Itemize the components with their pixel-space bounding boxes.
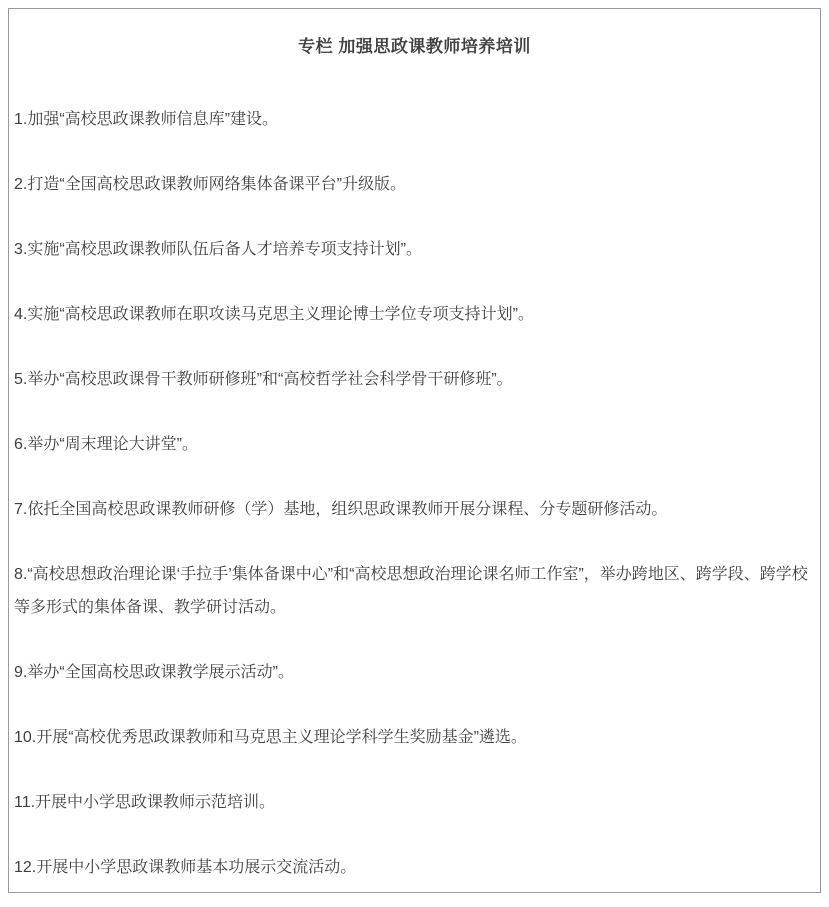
column-item-8: 8.“高校思想政治理论课‘手拉手’集体备课中心”和“高校思想政治理论课名师工作室”，举办跨地区、跨学段、跨学校等多形式的集体备课、教学研讨活动。 [14,566,808,616]
column-item-2: 2.打造“全国高校思政课教师网络集体备课平台”升级版。 [14,176,407,193]
column-item-10: 10.开展“高校优秀思政课教师和马克思主义理论学科学生奖励基金”遴选。 [14,729,527,746]
column-item-11: 11.开展中小学思政课教师示范培训。 [14,794,276,811]
column-panel [8,8,821,893]
column-title: 专栏 加强思政课教师培养培训 [298,37,531,56]
column-item-6: 6.举办“周末理论大讲堂”。 [14,436,199,453]
column-item-1: 1.加强“高校思政课教师信息库”建设。 [14,111,279,128]
column-item-4: 4.实施“高校思政课教师在职攻读马克思主义理论博士学位专项支持计划”。 [14,306,535,323]
column-item-9: 9.举办“全国高校思政课教学展示活动”。 [14,664,295,681]
column-item-3: 3.实施“高校思政课教师队伍后备人才培养专项支持计划”。 [14,241,423,258]
column-item-5: 5.举办“高校思政课骨干教师研修班”和“高校哲学社会科学骨干研修班”。 [14,371,513,388]
column-item-7: 7.依托全国高校思政课教师研修（学）基地，组织思政课教师开展分课程、分专题研修活动。 [14,501,668,518]
column-item-12: 12.开展中小学思政课教师基本功展示交流活动。 [14,859,357,876]
